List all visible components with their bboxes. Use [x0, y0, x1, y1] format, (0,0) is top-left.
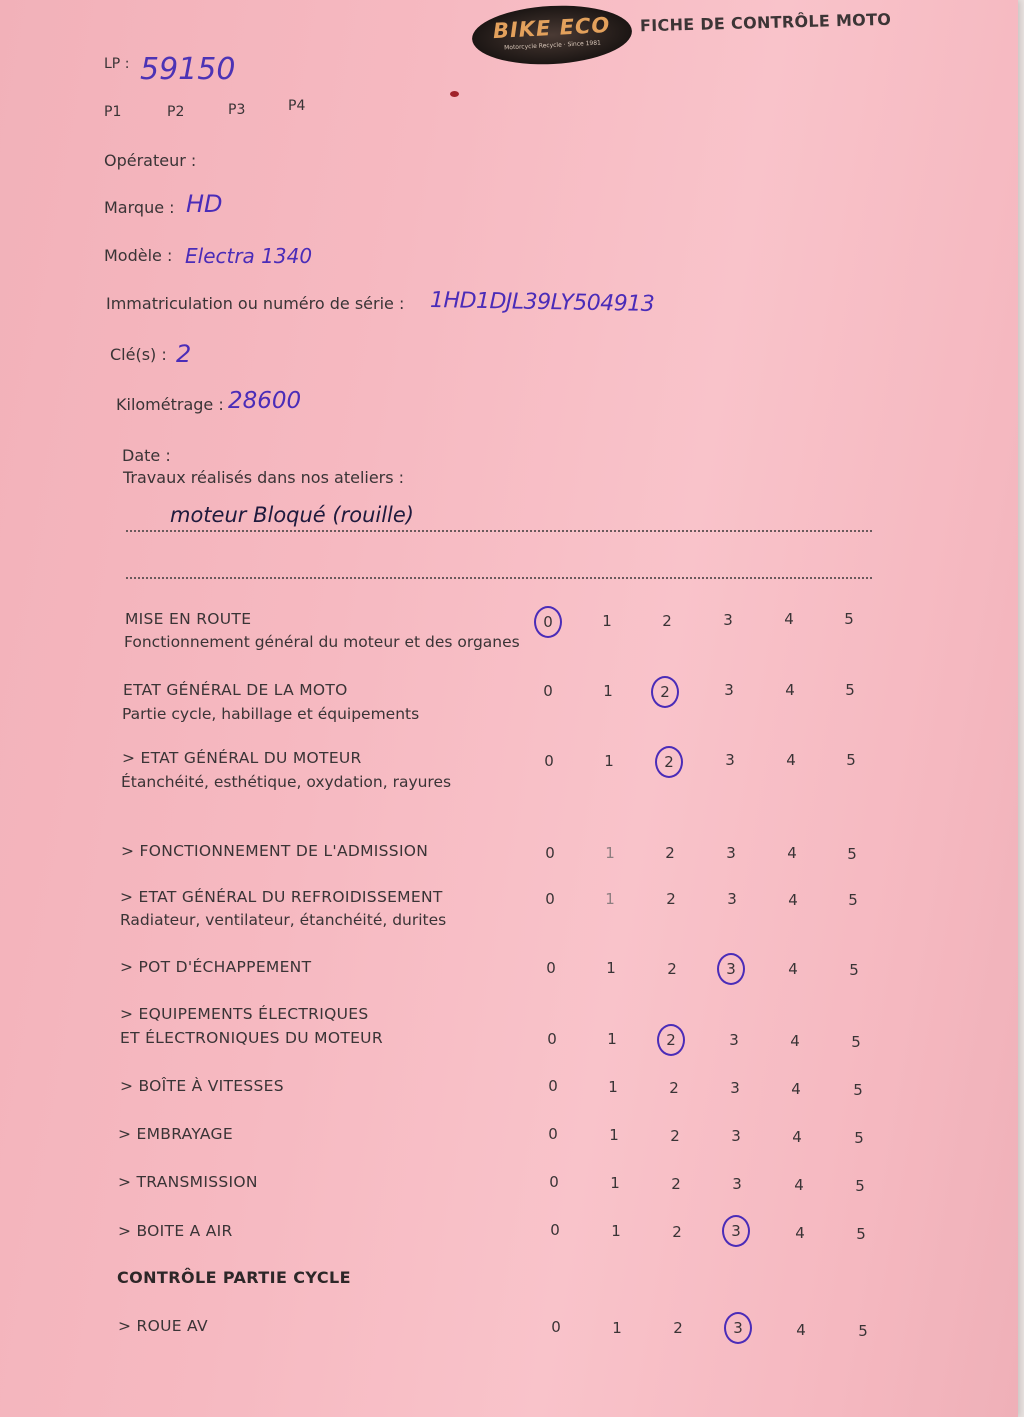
score-echappement-3[interactable]: 3: [717, 953, 745, 985]
km-label: Kilométrage :: [116, 395, 224, 414]
score-admission-2[interactable]: 2: [665, 844, 675, 862]
score-electrique-1[interactable]: 1: [607, 1030, 617, 1048]
score-refroidissement-2[interactable]: 2: [666, 890, 676, 908]
score-etat-moto-0[interactable]: 0: [543, 682, 553, 700]
score-boite-air-4[interactable]: 4: [795, 1224, 805, 1242]
section-boite-air-title: > BOITE A AIR: [118, 1222, 233, 1240]
score-transmission-3[interactable]: 3: [732, 1175, 742, 1193]
position-p3[interactable]: P3: [228, 102, 246, 118]
score-etat-moteur-0[interactable]: 0: [544, 752, 554, 770]
score-embrayage-3[interactable]: 3: [731, 1127, 741, 1145]
score-admission-0[interactable]: 0: [545, 844, 555, 862]
section-electrique-subtitle: ET ÉLECTRONIQUES DU MOTEUR: [120, 1029, 383, 1047]
cles-value[interactable]: 2: [176, 340, 192, 368]
section-electrique-title: > EQUIPEMENTS ÉLECTRIQUES: [120, 1005, 369, 1023]
section-embrayage-title: > EMBRAYAGE: [118, 1125, 233, 1143]
lp-value[interactable]: 59150: [140, 52, 236, 87]
section-boite-vitesses-title: > BOÎTE À VITESSES: [120, 1077, 284, 1095]
score-refroidissement-0[interactable]: 0: [545, 890, 555, 908]
travaux-line-2: [126, 577, 872, 579]
score-admission-3[interactable]: 3: [726, 844, 736, 862]
cles-label: Clé(s) :: [110, 345, 167, 364]
score-echappement-4[interactable]: 4: [788, 960, 798, 978]
score-mise-en-route-2[interactable]: 2: [662, 612, 672, 630]
score-roue-av-3[interactable]: 3: [724, 1312, 752, 1344]
ink-spot: [450, 91, 459, 97]
date-label: Date :: [122, 446, 171, 465]
score-transmission-2[interactable]: 2: [671, 1175, 681, 1193]
score-etat-moto-4[interactable]: 4: [785, 681, 795, 699]
section-echappement-title: > POT D'ÉCHAPPEMENT: [120, 958, 312, 976]
position-p1[interactable]: P1: [104, 104, 122, 120]
section-refroidissement-subtitle: Radiateur, ventilateur, étanchéité, durites: [120, 911, 447, 929]
immat-value[interactable]: 1HD1DJL39LY504913: [429, 288, 655, 317]
immat-label: Immatriculation ou numéro de série :: [106, 294, 405, 313]
score-mise-en-route-3[interactable]: 3: [723, 611, 733, 629]
score-boite-vitesses-5[interactable]: 5: [853, 1081, 863, 1099]
score-boite-air-2[interactable]: 2: [672, 1223, 682, 1241]
section-transmission-title: > TRANSMISSION: [118, 1173, 258, 1191]
score-echappement-2[interactable]: 2: [667, 960, 677, 978]
score-electrique-5[interactable]: 5: [851, 1033, 861, 1051]
marque-label: Marque :: [104, 198, 175, 217]
score-electrique-3[interactable]: 3: [729, 1031, 739, 1049]
score-boite-vitesses-0[interactable]: 0: [548, 1077, 558, 1095]
score-etat-moteur-1[interactable]: 1: [604, 752, 614, 770]
score-roue-av-2[interactable]: 2: [673, 1319, 683, 1337]
logo-tagline: Motorcycle Recycle · Since 1981: [503, 39, 602, 52]
score-roue-av-0[interactable]: 0: [551, 1318, 561, 1336]
section-etat-moteur-subtitle: Étanchéité, esthétique, oxydation, rayures: [121, 773, 452, 791]
score-transmission-5[interactable]: 5: [855, 1177, 865, 1195]
section-partie-cycle-heading: CONTRÔLE PARTIE CYCLE: [117, 1268, 351, 1287]
score-boite-vitesses-4[interactable]: 4: [791, 1080, 801, 1098]
score-embrayage-4[interactable]: 4: [792, 1128, 802, 1146]
section-mise-en-route-title: MISE EN ROUTE: [125, 610, 252, 628]
travaux-value[interactable]: moteur Bloqué (rouille): [170, 503, 415, 527]
score-mise-en-route-5[interactable]: 5: [844, 610, 854, 628]
score-boite-vitesses-1[interactable]: 1: [608, 1078, 618, 1096]
score-roue-av-1[interactable]: 1: [612, 1319, 622, 1337]
position-p2[interactable]: P2: [167, 104, 185, 120]
score-echappement-0[interactable]: 0: [546, 959, 556, 977]
section-refroidissement-title: > ETAT GÉNÉRAL DU REFROIDISSEMENT: [120, 888, 443, 906]
score-roue-av-4[interactable]: 4: [796, 1321, 806, 1339]
score-etat-moteur-5[interactable]: 5: [846, 751, 856, 769]
score-etat-moto-2[interactable]: 2: [651, 676, 679, 708]
modele-value[interactable]: Electra 1340: [185, 244, 313, 268]
score-mise-en-route-1[interactable]: 1: [602, 612, 612, 630]
score-mise-en-route-4[interactable]: 4: [784, 610, 794, 628]
bike-eco-logo: [471, 2, 634, 68]
section-admission-title: > FONCTIONNEMENT DE L'ADMISSION: [121, 842, 429, 860]
score-admission-1[interactable]: 1: [605, 844, 615, 862]
score-boite-vitesses-3[interactable]: 3: [730, 1079, 740, 1097]
section-etat-moteur-title: > ETAT GÉNÉRAL DU MOTEUR: [122, 749, 362, 767]
lp-label: LP :: [104, 56, 130, 72]
section-roue-av-title: > ROUE AV: [118, 1317, 208, 1335]
travaux-line-1: [126, 530, 872, 532]
score-refroidissement-3[interactable]: 3: [727, 890, 737, 908]
score-boite-air-5[interactable]: 5: [856, 1225, 866, 1243]
sheet-title: FICHE DE CONTRÔLE MOTO: [639, 9, 892, 36]
score-roue-av-5[interactable]: 5: [858, 1322, 868, 1340]
score-transmission-1[interactable]: 1: [610, 1174, 620, 1192]
score-electrique-2[interactable]: 2: [657, 1024, 685, 1056]
score-refroidissement-4[interactable]: 4: [788, 891, 798, 909]
score-embrayage-2[interactable]: 2: [670, 1127, 680, 1145]
score-etat-moto-3[interactable]: 3: [724, 681, 734, 699]
logo-name: BIKE ECO: [492, 12, 611, 44]
score-etat-moto-5[interactable]: 5: [845, 681, 855, 699]
section-mise-en-route-subtitle: Fonctionnement général du moteur et des organes: [124, 633, 520, 651]
position-p4[interactable]: P4: [288, 98, 306, 114]
marque-value[interactable]: HD: [186, 190, 223, 218]
score-boite-air-3[interactable]: 3: [722, 1215, 750, 1247]
score-etat-moteur-4[interactable]: 4: [786, 751, 796, 769]
score-mise-en-route-0[interactable]: 0: [534, 606, 562, 638]
score-admission-4[interactable]: 4: [787, 844, 797, 862]
score-electrique-0[interactable]: 0: [547, 1030, 557, 1048]
score-echappement-1[interactable]: 1: [606, 959, 616, 977]
score-refroidissement-5[interactable]: 5: [848, 891, 858, 909]
section-etat-moto-title: ETAT GÉNÉRAL DE LA MOTO: [123, 681, 348, 699]
score-transmission-0[interactable]: 0: [549, 1173, 559, 1191]
score-boite-vitesses-2[interactable]: 2: [669, 1079, 679, 1097]
score-admission-5[interactable]: 5: [847, 845, 857, 863]
score-etat-moteur-2[interactable]: 2: [655, 746, 683, 778]
operateur-label: Opérateur :: [104, 151, 197, 170]
modele-label: Modèle :: [104, 246, 173, 265]
score-etat-moto-1[interactable]: 1: [603, 682, 613, 700]
section-etat-moto-subtitle: Partie cycle, habillage et équipements: [122, 705, 420, 723]
score-embrayage-1[interactable]: 1: [609, 1126, 619, 1144]
score-etat-moteur-3[interactable]: 3: [725, 751, 735, 769]
score-boite-air-1[interactable]: 1: [611, 1222, 621, 1240]
score-refroidissement-1[interactable]: 1: [605, 890, 615, 908]
score-embrayage-5[interactable]: 5: [854, 1129, 864, 1147]
travaux-label: Travaux réalisés dans nos ateliers :: [123, 468, 405, 487]
score-echappement-5[interactable]: 5: [849, 961, 859, 979]
score-boite-air-0[interactable]: 0: [550, 1221, 560, 1239]
score-transmission-4[interactable]: 4: [794, 1176, 804, 1194]
km-value[interactable]: 28600: [228, 388, 302, 414]
score-electrique-4[interactable]: 4: [790, 1032, 800, 1050]
score-embrayage-0[interactable]: 0: [548, 1125, 558, 1143]
